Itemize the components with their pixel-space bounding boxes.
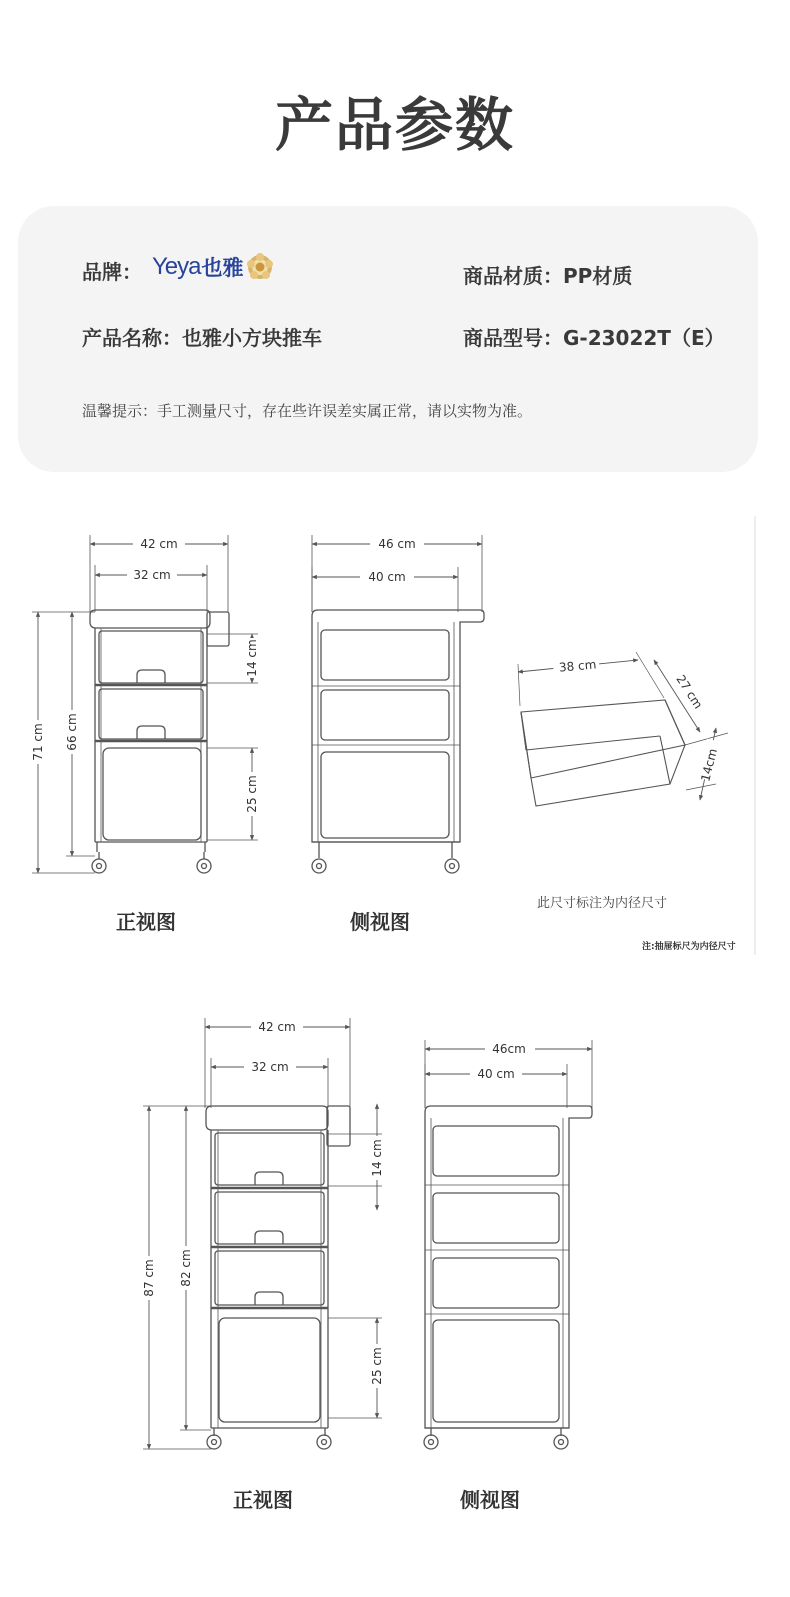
dim-front2-h-bottom: 25 cm [370, 1347, 384, 1385]
front-view-large-labels [142, 1020, 384, 1388]
dim-front2-h-drawer: 14 cm [370, 1139, 384, 1177]
side-view-small [312, 535, 484, 873]
dim-front1-h-body: 66 cm [65, 713, 79, 751]
dim-front1-w-inner: 32 cm [133, 568, 171, 582]
dim-front2-w-outer: 42 cm [258, 1020, 296, 1034]
drawer-ruler-note: 注:抽屉标尺为内径尺寸 [642, 942, 736, 952]
dim-front1-w-outer: 42 cm [140, 537, 178, 551]
drawer-3d-view [518, 652, 728, 806]
dim-drawer-length: 38 cm [558, 657, 597, 675]
material-text: 商品材质：PP材质 [463, 264, 633, 288]
dim-side1-d-inner: 40 cm [368, 570, 406, 584]
brand-logo-cn: 也雅 [201, 256, 244, 280]
front-view-small-labels [31, 537, 259, 816]
side-view-label-1: 侧视图 [350, 910, 410, 934]
dim-front2-h-body: 82 cm [179, 1249, 193, 1287]
brand-label: 品牌： [82, 260, 142, 284]
dim-front1-h-drawer: 14 cm [245, 639, 259, 677]
side-view-label-2: 侧视图 [460, 1488, 520, 1512]
front-view-label-2: 正视图 [233, 1488, 293, 1512]
dim-side1-d-outer: 46 cm [378, 537, 416, 551]
drawer-inner-dimension-note: 此尺寸标注为内径尺寸 [537, 896, 668, 911]
page-title: 产品参数 [274, 91, 515, 159]
model-text: 商品型号：G-23022T（E） [463, 326, 725, 350]
dim-front1-h-total: 71 cm [31, 723, 45, 761]
measurement-note: 温馨提示：手工测量尺寸，存在些许误差实属正常，请以实物为准。 [82, 402, 533, 420]
side-view-large-labels [470, 1042, 535, 1081]
dim-drawer-height: 14cm [698, 747, 720, 784]
drawer-3d-labels [552, 655, 720, 783]
front-view-small [32, 535, 258, 873]
dim-side2-d-outer: 46cm [492, 1042, 526, 1056]
dim-front1-h-bottom: 25 cm [245, 775, 259, 813]
front-view-large [143, 1018, 382, 1449]
dim-front2-h-total: 87 cm [142, 1259, 156, 1297]
brand-logo-text: Yeya [152, 253, 201, 280]
dim-drawer-width: 27 cm [673, 672, 706, 712]
dim-side2-d-inner: 40 cm [477, 1067, 515, 1081]
product-name-text: 产品名称：也雅小方块推车 [82, 326, 322, 350]
front-view-label-1: 正视图 [116, 910, 176, 934]
dim-front2-w-inner: 32 cm [251, 1060, 289, 1074]
side-view-large [424, 1040, 592, 1449]
